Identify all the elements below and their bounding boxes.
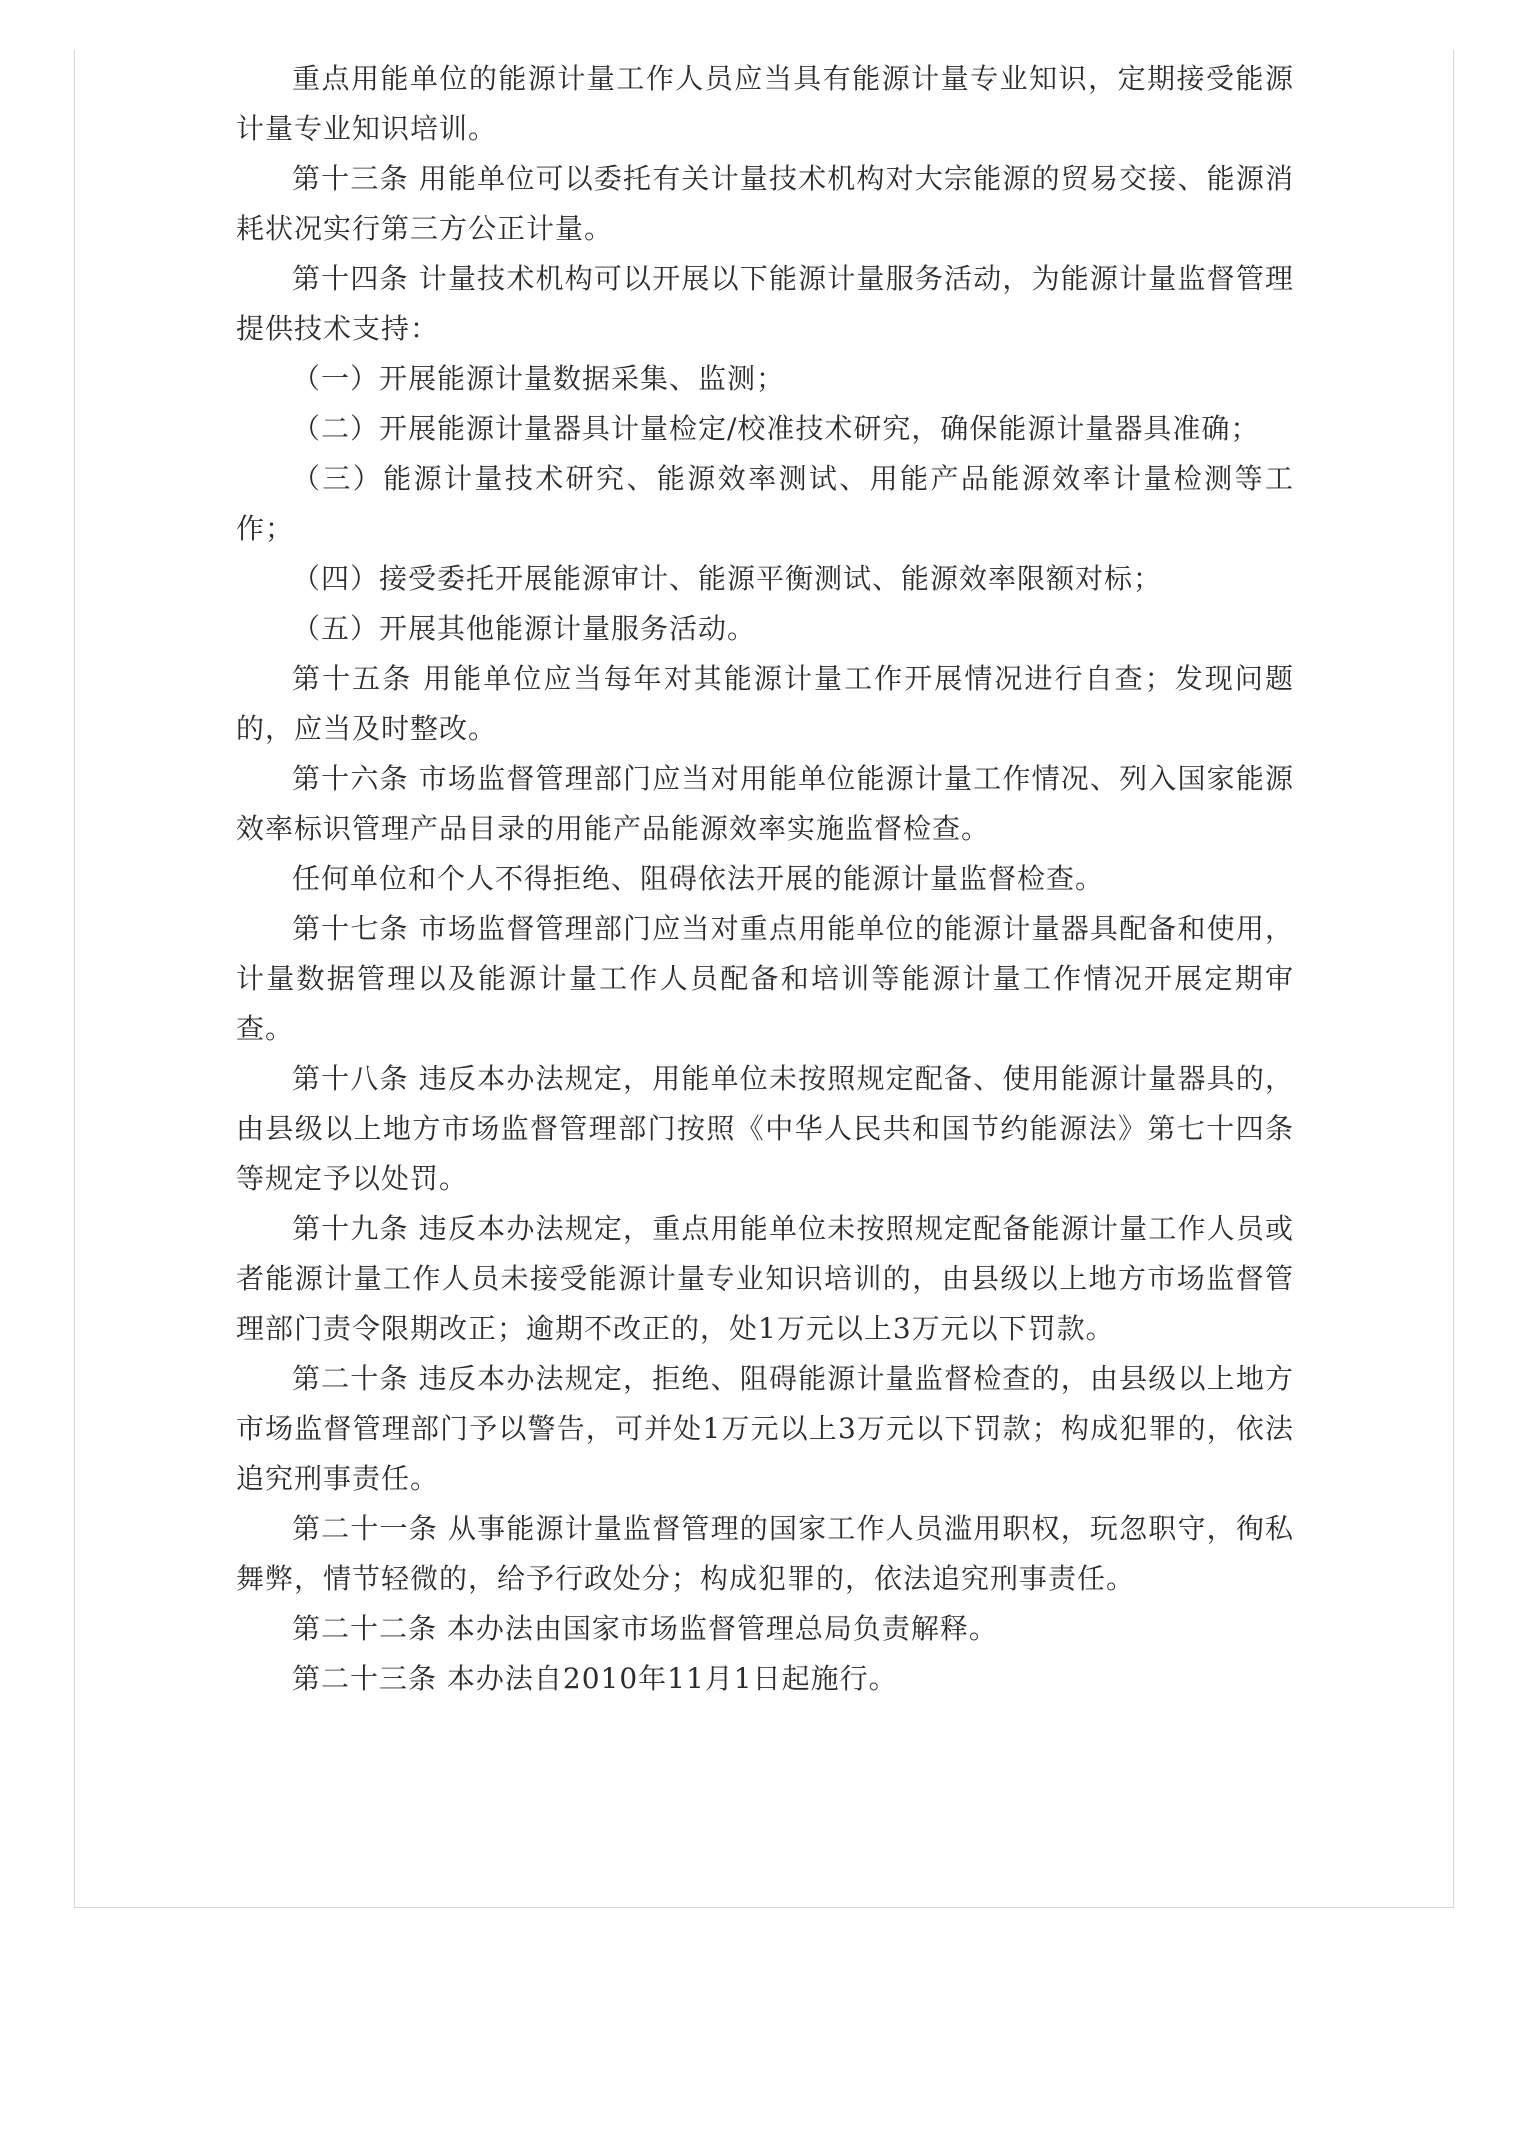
article-22: 第二十二条 本办法由国家市场监督管理总局负责解释。 (292, 1612, 998, 1645)
article-21: 第二十一条 从事能源计量监督管理的国家工作人员滥用职权，玩忽职守，徇私舞弊，情节轻微的，给予行政处分；构成犯罪的，依法追究刑事责任。 (236, 1512, 1294, 1595)
list-item: （五）开展其他能源计量服务活动。 (292, 612, 757, 645)
article-23: 第二十三条 本办法自2010年11月1日起施行。 (292, 1662, 898, 1695)
list-item: （三）能源计量技术研究、能源效率测试、用能产品能源效率计量检测等工作； (236, 462, 1294, 545)
document-body (236, 54, 1294, 1704)
paragraph: 重点用能单位的能源计量工作人员应当具有能源计量专业知识，定期接受能源计量专业知识培训。 (236, 62, 1294, 145)
list-item: （二）开展能源计量器具计量检定/校准技术研究，确保能源计量器具准确； (292, 412, 1260, 445)
article-15: 第十五条 用能单位应当每年对其能源计量工作开展情况进行自查；发现问题的，应当及时整改。 (236, 662, 1294, 745)
article-17: 第十七条 市场监督管理部门应当对重点用能单位的能源计量器具配备和使用，计量数据管理以及能源计量工作人员配备和培训等能源计量工作情况开展定期审查。 (236, 912, 1294, 1045)
article-16: 第十六条 市场监督管理部门应当对用能单位能源计量工作情况、列入国家能源效率标识管理产品目录的用能产品能源效率实施监督检查。 (236, 762, 1294, 845)
article-14: 第十四条 计量技术机构可以开展以下能源计量服务活动，为能源计量监督管理提供技术支持： (236, 262, 1294, 345)
article-13: 第十三条 用能单位可以委托有关计量技术机构对大宗能源的贸易交接、能源消耗状况实行第三方公正计量。 (236, 162, 1294, 245)
list-item: （四）接受委托开展能源审计、能源平衡测试、能源效率限额对标； (292, 562, 1163, 595)
article-20: 第二十条 违反本办法规定，拒绝、阻碍能源计量监督检查的，由县级以上地方市场监督管理部门予以警告，可并处1万元以上3万元以下罚款；构成犯罪的，依法追究刑事责任。 (236, 1362, 1294, 1495)
paragraph: 任何单位和个人不得拒绝、阻碍依法开展的能源计量监督检查。 (292, 862, 1105, 895)
list-item: （一）开展能源计量数据采集、监测； (292, 362, 786, 395)
article-19: 第十九条 违反本办法规定，重点用能单位未按照规定配备能源计量工作人员或者能源计量工作人员未接受能源计量专业知识培训的，由县级以上地方市场监督管理部门责令限期改正；逾期不改正的，处1万元以上3万元以下罚款。 (236, 1212, 1294, 1345)
article-18: 第十八条 违反本办法规定，用能单位未按照规定配备、使用能源计量器具的，由县级以上地方市场监督管理部门按照《中华人民共和国节约能源法》第七十四条等规定予以处罚。 (236, 1062, 1294, 1195)
